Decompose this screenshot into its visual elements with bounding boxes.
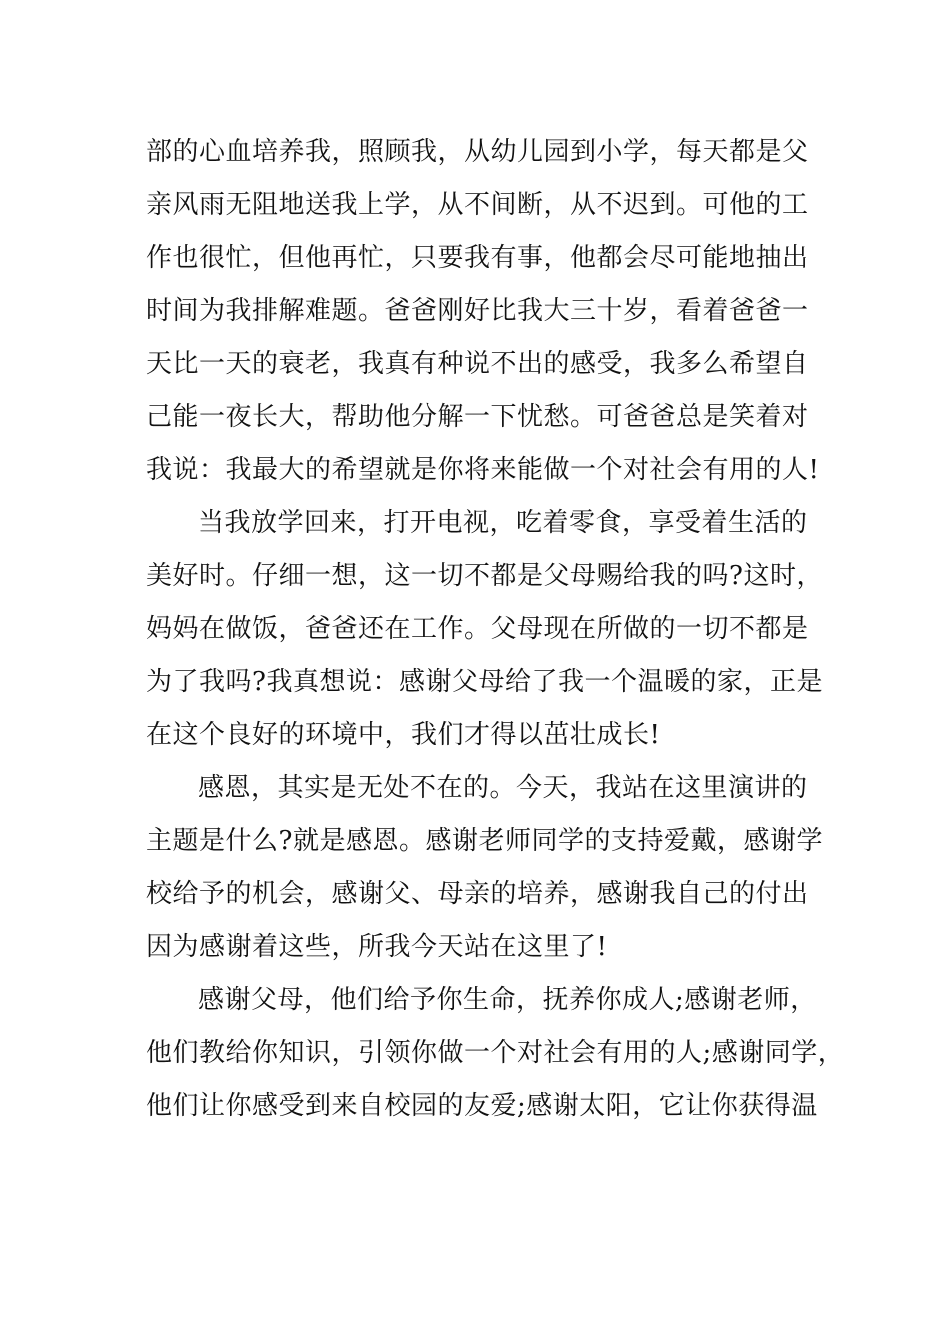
text-line: 为了我吗?我真想说：感谢父母给了我一个温暖的家，正是 [146, 667, 823, 697]
text-line: 亲风雨无阻地送我上学，从不间断，从不迟到。可他的工 [146, 190, 809, 220]
text-line: 妈妈在做饭，爸爸还在工作。父母现在所做的一切不都是 [146, 614, 809, 644]
text-line: 美好时。仔细一想，这一切不都是父母赐给我的吗?这时， [146, 561, 823, 591]
document-body [146, 126, 845, 1133]
text-line: 我说：我最大的希望就是你将来能做一个对社会有用的人! [146, 455, 820, 485]
text-line: 时间为我排解难题。爸爸刚好比我大三十岁，看着爸爸一 [146, 296, 809, 326]
text-line: 作也很忙，但他再忙，只要我有事，他都会尽可能地抽出 [146, 243, 809, 273]
paragraph-first-line: 感谢父母，他们给予你生命，抚养你成人;感谢老师， [198, 985, 817, 1015]
text-line: 己能一夜长大，帮助他分解一下忧愁。可爸爸总是笑着对 [146, 402, 809, 432]
text-line: 他们让你感受到来自校园的友爱;感谢太阳，它让你获得温 [146, 1091, 818, 1121]
paragraph-first-line: 当我放学回来，打开电视，吃着零食，享受着生活的 [198, 508, 808, 538]
text-line: 因为感谢着这些，所我今天站在这里了! [146, 932, 608, 962]
text-line: 在这个良好的环境中，我们才得以茁壮成长! [146, 720, 661, 750]
text-line: 部的心血培养我，照顾我，从幼儿园到小学，每天都是父 [146, 137, 809, 167]
paragraph-first-line: 感恩，其实是无处不在的。今天，我站在这里演讲的 [198, 773, 808, 803]
text-line: 他们教给你知识，引领你做一个对社会有用的人;感谢同学， [146, 1038, 845, 1068]
text-line: 天比一天的衰老，我真有种说不出的感受，我多么希望自 [146, 349, 809, 379]
text-line: 校给予的机会，感谢父、母亲的培养，感谢我自己的付出 [146, 879, 809, 909]
text-line: 主题是什么?就是感恩。感谢老师同学的支持爱戴，感谢学 [146, 826, 823, 856]
